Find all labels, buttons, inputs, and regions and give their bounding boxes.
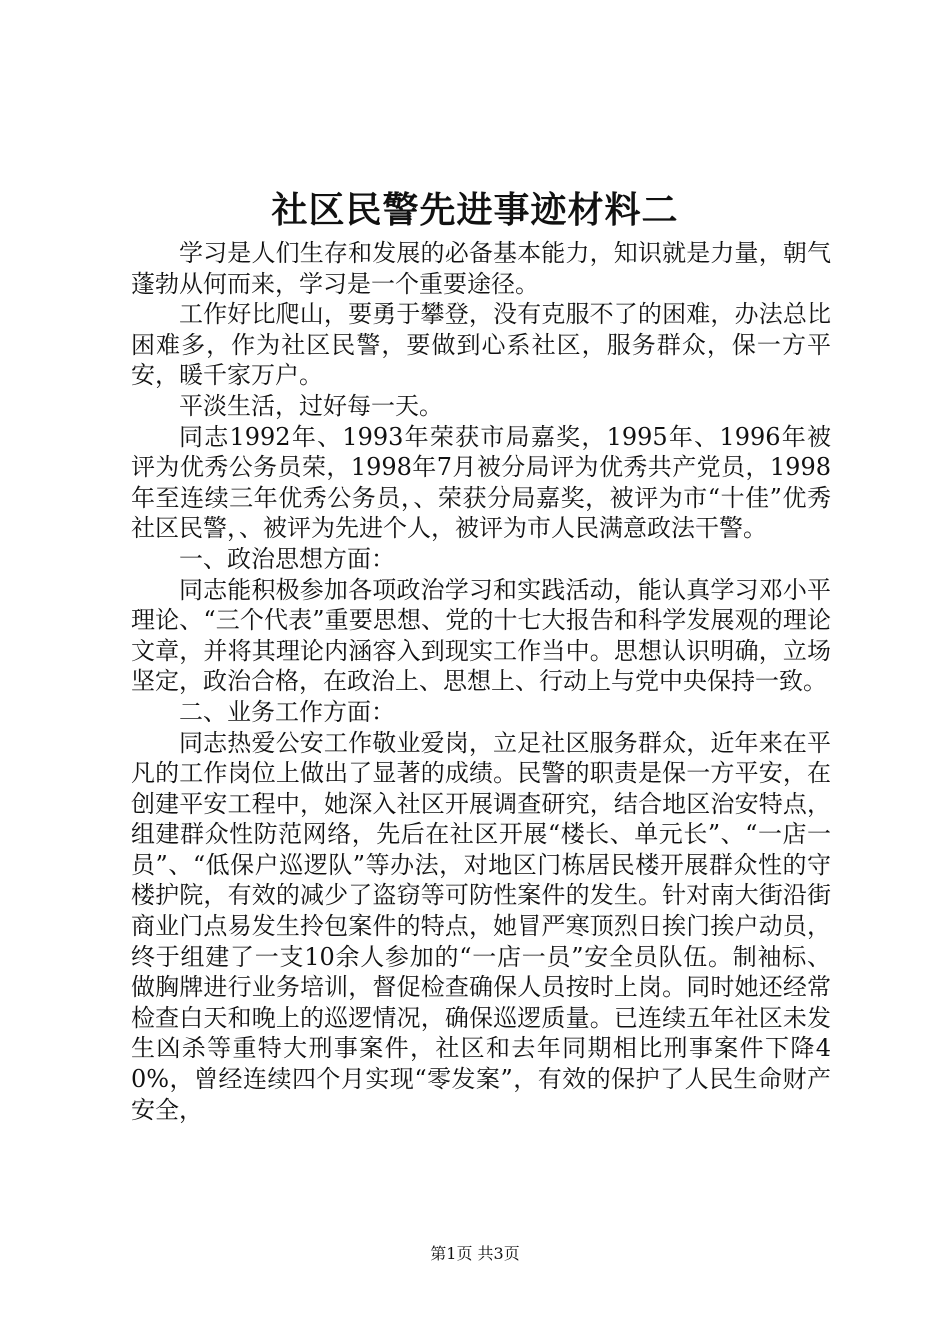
paragraph-4: 同志1992年、1993年荣获市局嘉奖，1995年、1996年被评为优秀公务员荣，1998年7月被分局评为优秀共产党员，1998年至连续三年优秀公务员，、荣获分局嘉奖，被评为市“十佳”优秀社区民警，、被评为先进个人，被评为市人民满意政法干警。 <box>131 422 831 543</box>
paragraph-2: 工作好比爬山，要勇于攀登，没有克服不了的困难，办法总比困难多，作为社区民警，要做到心系社区，服务群众，保一方平安，暖千家万户。 <box>131 300 831 390</box>
document-body <box>131 238 831 1125</box>
page-number-footer: 第1页 共3页 <box>430 1244 520 1263</box>
document-title: 社区民警先进事迹材料二 <box>271 189 679 231</box>
paragraph-6: 同志能积极参加各项政治学习和实践活动，能认真学习邓小平理论、“三个代表”重要思想、党的十七大报告和科学发展观的理论文章，并将其理论内涵容入到现实工作当中。思想认识明确，立场坚定，政治合格，在政治上、思想上、行动上与党中央保持一致。 <box>131 575 831 696</box>
section-heading-political: 一、政治思想方面： <box>179 544 395 573</box>
paragraph-1: 学习是人们生存和发展的必备基本能力，知识就是力量，朝气蓬勃从何而来，学习是一个重要途径。 <box>131 239 831 298</box>
section-heading-business: 二、业务工作方面： <box>179 697 395 726</box>
paragraph-8: 同志热爱公安工作敬业爱岗，立足社区服务群众，近年来在平凡的工作岗位上做出了显著的成绩。民警的职责是保一方平安，在创建平安工程中，她深入社区开展调查研究，结合地区治安特点，组建群众性防范网络，先后在社区开展“楼长、单元长”、“一店一员”、“低保户巡逻队”等办法，对地区门栋居民楼开展群众性的守楼护院，有效的减少了盗窃等可防性案件的发生。针对南大街沿街商业门点易发生拎包案件的特点，她冒严寒顶烈日挨门挨户动员，终于组建了一支10余人参加的“一店一员”安全员队伍。制袖标、做胸牌进行业务培训，督促检查确保人员按时上岗。同时她还经常检查白天和晚上的巡逻情况，确保巡逻质量。已连续五年社区未发生凶杀等重特大刑事案件，社区和去年同期相比刑事案件下降40%，曾经连续四个月实现“零发案”，有效的保护了人民生命财产安全， <box>131 728 831 1124</box>
paragraph-3: 平淡生活，过好每一天。 <box>179 391 443 420</box>
